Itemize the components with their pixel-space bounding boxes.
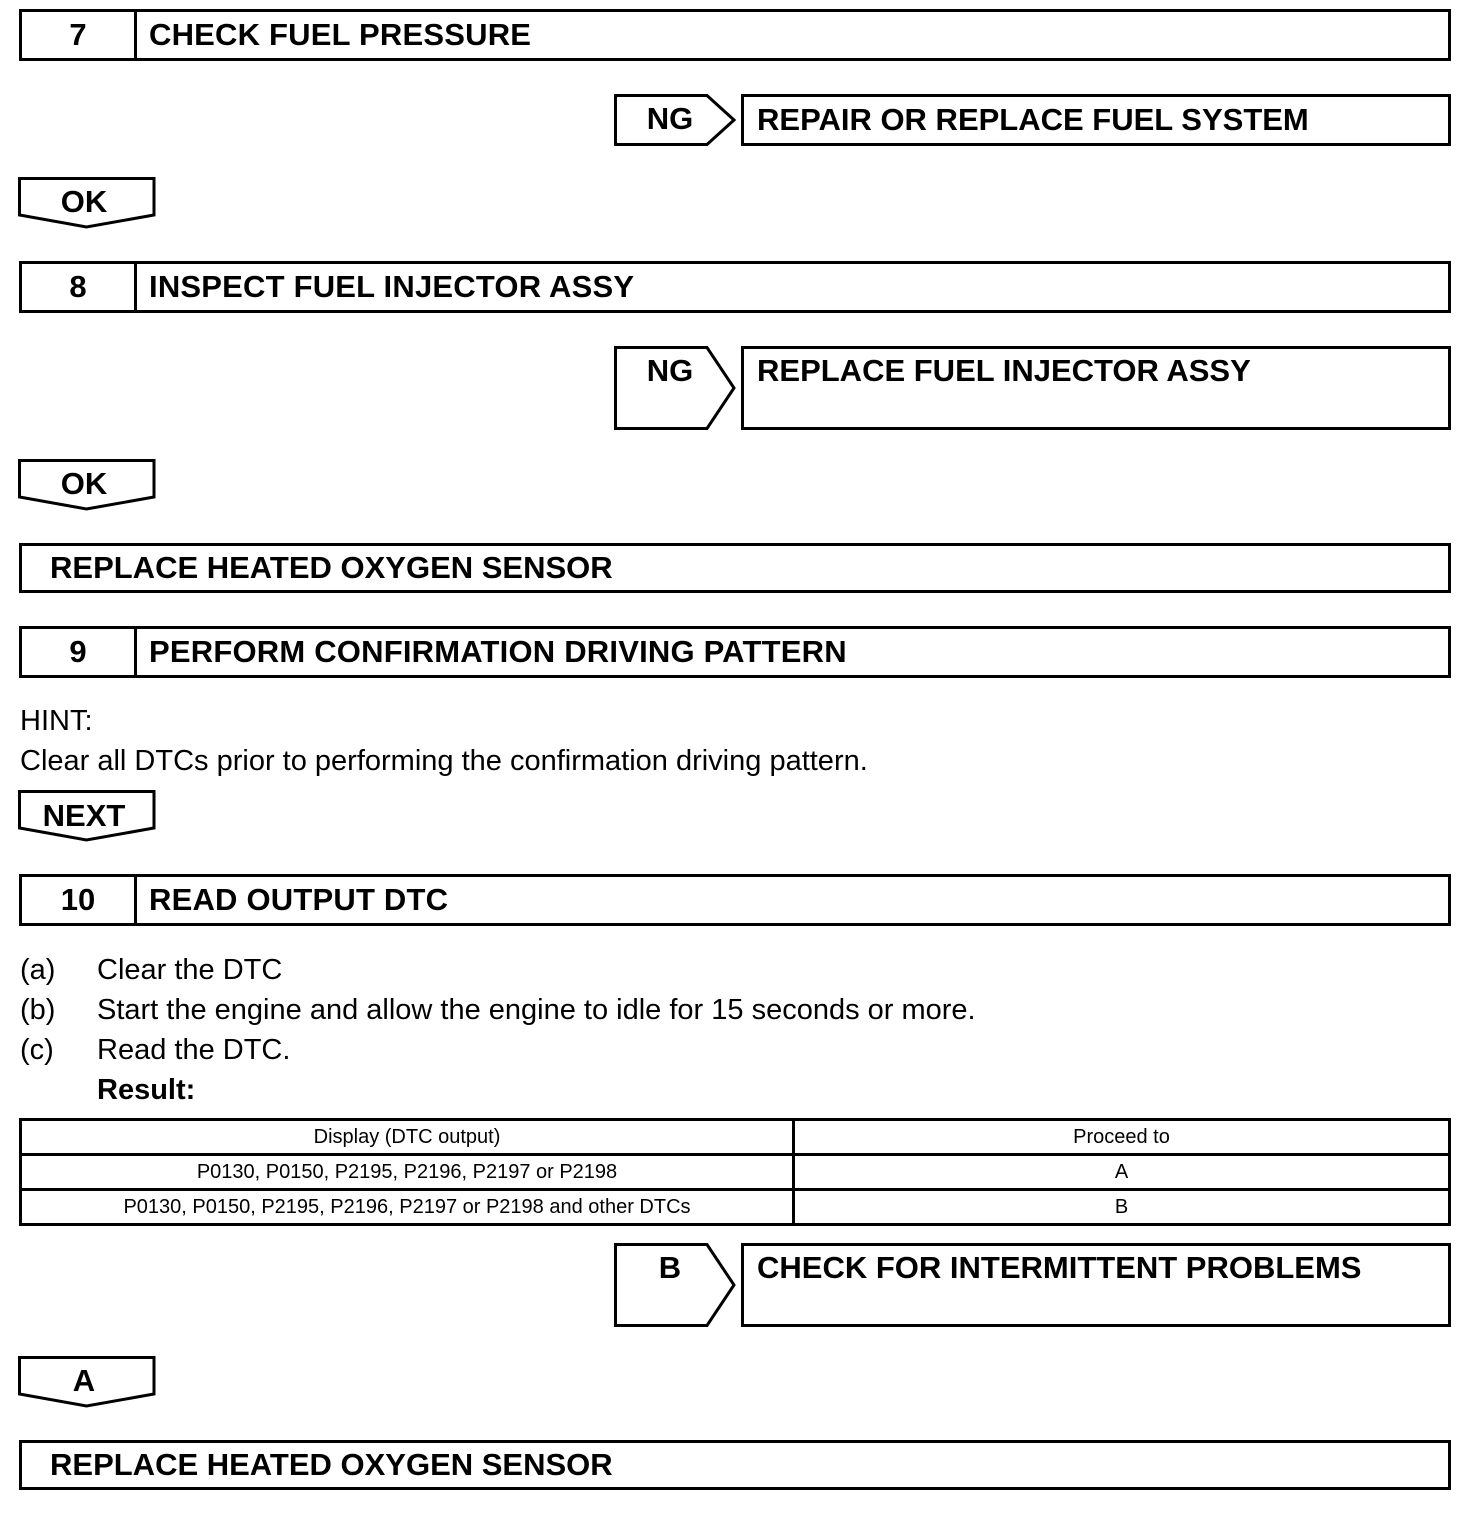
hint-label: HINT: xyxy=(20,705,93,737)
step-number: 9 xyxy=(22,629,137,675)
next-label: NEXT xyxy=(42,798,126,833)
a-arrow-tag xyxy=(18,1356,156,1408)
table-row xyxy=(21,1155,1450,1190)
next-arrow-tag xyxy=(18,790,156,842)
step-10-header xyxy=(19,874,1451,926)
step-9-header xyxy=(19,626,1451,678)
procedure-text-c: Read the DTC. xyxy=(97,1034,291,1066)
step-number: 8 xyxy=(22,264,137,310)
ok-arrow-tag xyxy=(18,177,156,229)
ng-tag xyxy=(614,346,738,430)
result-label: Result: xyxy=(97,1074,196,1106)
step-title: PERFORM CONFIRMATION DRIVING PATTERN xyxy=(149,634,847,669)
procedure-marker-a: (a) xyxy=(20,954,56,986)
step-8-header xyxy=(19,261,1451,313)
table-header-row xyxy=(21,1120,1450,1155)
b-tag xyxy=(614,1243,738,1327)
action-box: CHECK FOR INTERMITTENT PROBLEMS xyxy=(741,1243,1451,1327)
ok-label: OK xyxy=(60,466,108,501)
step-title: CHECK FUEL PRESSURE xyxy=(149,17,532,52)
ng-label: NG xyxy=(646,353,694,388)
ng-tag xyxy=(614,94,738,146)
table-cell: P0130, P0150, P2195, P2196, P2197 or P2198 and other DTCs xyxy=(21,1190,794,1225)
step-title: INSPECT FUEL INJECTOR ASSY xyxy=(149,269,635,304)
a-label: A xyxy=(72,1363,96,1398)
step-number: 10 xyxy=(22,877,137,923)
step-number: 7 xyxy=(22,12,137,58)
procedure-text-b: Start the engine and allow the engine to idle for 15 seconds or more. xyxy=(97,994,976,1026)
table-header: Proceed to xyxy=(794,1120,1450,1155)
step-title: READ OUTPUT DTC xyxy=(149,882,449,917)
replace-sensor-box: REPLACE HEATED OXYGEN SENSOR xyxy=(19,543,1451,593)
ng-label: NG xyxy=(646,101,694,136)
table-cell: B xyxy=(794,1190,1450,1225)
procedure-text-a: Clear the DTC xyxy=(97,954,283,986)
b-label: B xyxy=(658,1250,682,1285)
ok-arrow-tag xyxy=(18,459,156,511)
ok-label: OK xyxy=(60,184,108,219)
procedure-marker-b: (b) xyxy=(20,994,56,1026)
table-cell: A xyxy=(794,1155,1450,1190)
action-box: REPLACE FUEL INJECTOR ASSY xyxy=(741,346,1451,430)
replace-sensor-box: REPLACE HEATED OXYGEN SENSOR xyxy=(19,1440,1451,1490)
table-cell: P0130, P0150, P2195, P2196, P2197 or P2198 xyxy=(21,1155,794,1190)
hint-text: Clear all DTCs prior to performing the confirmation driving pattern. xyxy=(20,745,868,777)
procedure-marker-c: (c) xyxy=(20,1034,54,1066)
step-7-header xyxy=(19,9,1451,61)
table-header: Display (DTC output) xyxy=(21,1120,794,1155)
action-box: REPAIR OR REPLACE FUEL SYSTEM xyxy=(741,94,1451,146)
result-table xyxy=(19,1118,1451,1226)
table-row xyxy=(21,1190,1450,1225)
